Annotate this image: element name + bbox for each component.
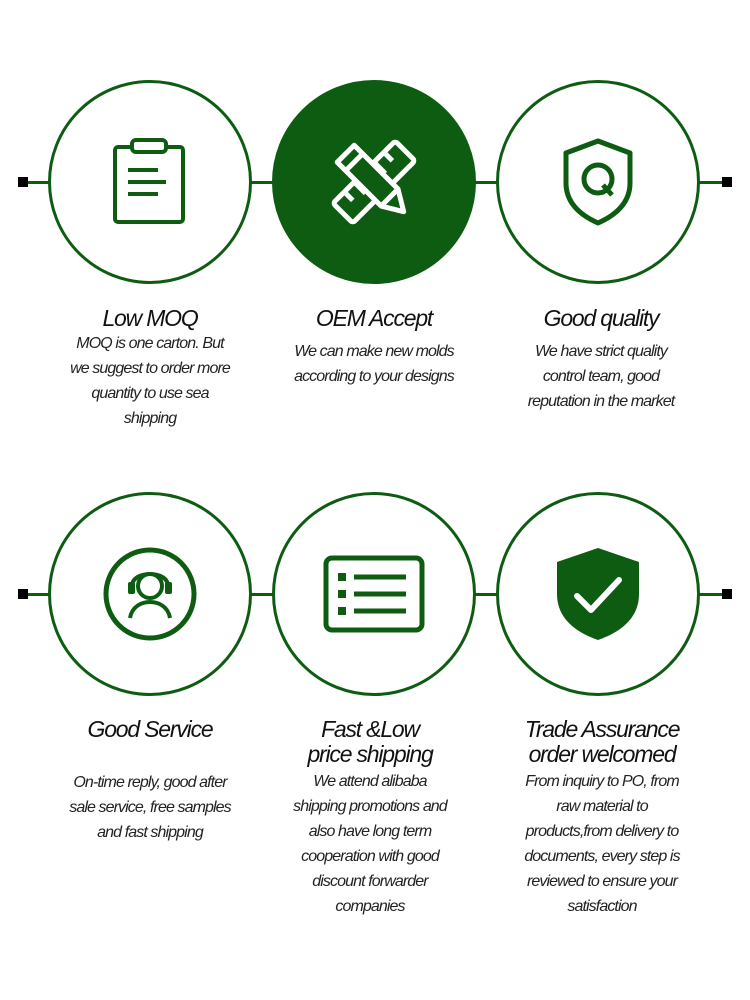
quality-shield-icon bbox=[558, 137, 638, 227]
feature-description: We attend alibaba shipping promotions and also have long term cooperation with good discount forwarder companies bbox=[293, 773, 447, 915]
clipboard-icon bbox=[110, 137, 190, 227]
good-service-circle bbox=[48, 492, 252, 696]
row1-end-marker-right bbox=[722, 177, 732, 187]
list-icon bbox=[322, 554, 426, 634]
headset-agent-icon bbox=[102, 546, 198, 642]
feature-title: Low MOQ bbox=[102, 305, 198, 331]
row2-end-marker-right bbox=[722, 589, 732, 599]
feature-description: On-time reply, good after sale service, free samples and fast shipping bbox=[69, 774, 231, 841]
feature-title: Trade Assurance order welcomed bbox=[524, 716, 680, 767]
fast-shipping-circle bbox=[272, 492, 476, 696]
check-shield-icon bbox=[553, 546, 643, 642]
feature-good-service bbox=[35, 717, 265, 845]
feature-title: Fast &Low price shipping bbox=[307, 716, 433, 767]
feature-trade-assurance bbox=[487, 717, 717, 919]
feature-description: We can make new molds according to your designs bbox=[294, 343, 454, 385]
feature-fast-shipping bbox=[255, 717, 485, 919]
trade-assurance-circle bbox=[496, 492, 700, 696]
feature-good-quality bbox=[486, 306, 716, 414]
feature-title: Good Service bbox=[87, 716, 213, 742]
row1-end-marker-left bbox=[18, 177, 28, 187]
feature-low-moq bbox=[35, 306, 265, 431]
feature-description: From inquiry to PO, from raw material to products,from delivery to documents, every step is reviewed to ensure your satisfaction bbox=[524, 773, 680, 915]
feature-title: Good quality bbox=[543, 305, 659, 331]
row2-end-marker-left bbox=[18, 589, 28, 599]
feature-oem-accept bbox=[259, 306, 489, 389]
feature-title: OEM Accept bbox=[315, 305, 433, 331]
pencil-ruler-icon bbox=[324, 132, 424, 232]
low-moq-circle bbox=[48, 80, 252, 284]
feature-description: MOQ is one carton. But we suggest to order more quantity to use sea shipping bbox=[70, 335, 230, 427]
feature-description: We have strict quality control team, good reputation in the market bbox=[527, 343, 675, 410]
good-quality-circle bbox=[496, 80, 700, 284]
oem-accept-circle bbox=[272, 80, 476, 284]
